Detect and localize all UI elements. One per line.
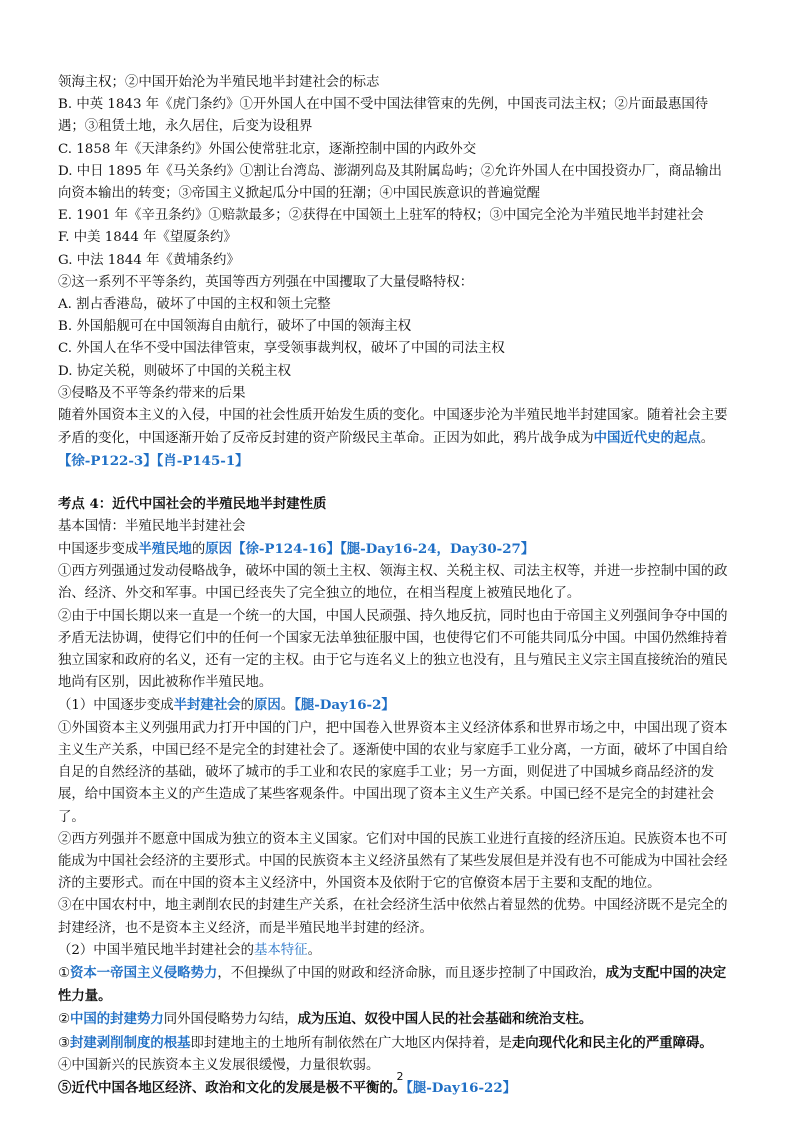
text-run: 。 [280, 698, 295, 714]
highlighted-text: 【腿-Day16-22】 [406, 1079, 517, 1096]
text-run: ④中国新兴的民族资本主义发展很缓慢，力量很软弱。 [58, 1057, 380, 1073]
page-number: 2 [396, 1070, 404, 1083]
text-paragraph [58, 829, 734, 896]
text-run: ②由于中国长期以来一直是一个统一的大国，中国人民顽强、持久地反抗，同时也由于帝国主义列强间争夺中国的矛盾无法协调，使得它们中的任何一个国家无法单独征服中国，也使得它们不可能共同瓜分中国。中国仍然维持着独立国家和政府的名义，还有一定的主权。由于它与连名义上的独立也没有，且与殖民主义宗主国直接统治的殖民地尚有区别，因此被称作半殖民地。 [58, 608, 728, 691]
text-run: ③ [58, 1035, 71, 1051]
text-paragraph [58, 161, 734, 205]
text-run: 。 [700, 431, 715, 447]
text-run: A. 割占香港岛，破坏了中国的主权和领土完整 [58, 297, 331, 313]
highlighted-text: 半封建社会 [173, 697, 241, 714]
text-paragraph [58, 1008, 734, 1031]
text-paragraph [58, 205, 734, 227]
text-run: （1）中国逐步变成 [58, 698, 174, 714]
text-paragraph [58, 940, 734, 962]
text-run: 同外国侵略势力勾结， [163, 1012, 298, 1028]
text-paragraph [58, 294, 734, 316]
text-paragraph [58, 516, 734, 538]
text-run: C. 1858 年《天津条约》外国公使常驻北京，逐渐控制中国的内政外交 [58, 141, 477, 157]
text-run: 随着外国资本主义的入侵，中国的社会性质开始发生质的变化。中国逐步沦为半殖民地半封建国家。随着社会主要矛盾的变化，中国逐渐开始了反帝反封建的资产阶级民主革命。正因为如此，鸦片战争成为 [58, 408, 728, 447]
text-run: 的 [191, 542, 206, 558]
text-run: B. 外国船舰可在中国领海自由航行，破坏了中国的领海主权 [58, 319, 412, 335]
text-paragraph [58, 94, 734, 138]
highlighted-text: 【徐-P124-16】【腿-Day16-24，Day30-27】 [232, 541, 535, 558]
highlighted-text: 资本一帝国主义侵略势力 [70, 964, 218, 981]
text-paragraph [58, 72, 734, 94]
text-run: E. 1901 年《辛丑条约》①赔款最多；②获得在中国领土上驻军的特权；③中国完全沦为半殖民地半封建社会 [58, 208, 704, 224]
text-paragraph [58, 895, 734, 939]
text-paragraph [58, 250, 734, 272]
text-run: D. 协定关税，则破坏了中国的关税主权 [58, 363, 292, 379]
paragraph-gap [58, 474, 734, 493]
text-paragraph [58, 316, 734, 338]
text-paragraph [58, 139, 734, 161]
highlighted-text: 走向现代化和民主化的严重障碍。 [511, 1034, 713, 1051]
text-run: 的 [240, 698, 254, 714]
text-run: ③在中国农村中，地主剥削农民的封建生产关系，在社会经济生活中依然占着显然的优势。中国经济既不是完全的封建经济，也不是资本主义经济，而是半殖民地半封建的经济。 [58, 898, 728, 936]
highlighted-text: 【徐-P122-3】【肖-P145-1】 [58, 453, 249, 470]
highlighted-text: 成为压迫、奴役中国人民的社会基础和统治支柱。 [297, 1011, 593, 1028]
highlighted-text: 【腿-Day16-2】 [294, 697, 395, 714]
text-run: 领海主权；②中国开始沦为半殖民地半封建社会的标志 [58, 75, 380, 90]
text-paragraph [58, 1032, 734, 1055]
text-paragraph [58, 272, 734, 294]
text-run: ②西方列强并不愿意中国成为独立的资本主义国家。它们对中国的民族工业进行直接的经济压迫。民族资本也不可能成为中国社会经济的主要形式。中国的民族资本主义经济虽然有了某些发展但是并没有也不可能成为中国社会经济的主要形式。而在中国的资本主义经济中，外国资本及依附于它的官僚资本居于主要和支配的地位。 [58, 831, 728, 892]
text-paragraph [58, 405, 734, 474]
text-run: B. 中英 1843 年《虎门条约》①开外国人在中国不受中国法律管束的先例，中国丧司法主权；②片面最惠国待遇；③租赁土地，永久居住，后变为设租界 [58, 97, 709, 135]
text-run: （2）中国半殖民地半封建社会的 [58, 942, 254, 958]
text-run: ② [58, 1012, 71, 1028]
text-run: ① [58, 965, 71, 981]
page-content [58, 72, 734, 1100]
text-run: ③侵略及不平等条约带来的后果 [58, 385, 246, 401]
highlighted-text: 基本特征 [254, 942, 308, 958]
text-run: C. 外国人在华不受中国法律管束，享受领事裁判权，破坏了中国的司法主权 [58, 341, 505, 357]
text-paragraph [58, 493, 734, 516]
text-paragraph [58, 383, 734, 405]
text-run: ①外国资本主义列强用武力打开中国的门户，把中国卷入世界资本主义经济体系和世界市场之中，中国出现了资本主义生产关系，中国已经不是完全的封建社会了。逐渐使中国的农业与家庭手工业分离，一方面，破坏了中国自给自足的自然经济的基础，破坏了城市的手工业和农民的家庭手工业；另一方面，则促进了中国城乡商品经济的发展，给中国资本主义的产生造成了某些客观条件。中国出现了资本主义生产关系。中国已经不是完全的封建社会了。 [58, 720, 728, 825]
highlighted-text: 原因 [205, 541, 233, 558]
text-run: 即封建地主的土地所有制依然在广大地区内保持着，是 [190, 1035, 512, 1051]
highlighted-text: 中国近代史的起点 [593, 430, 701, 447]
text-run: 中国逐步变成 [58, 542, 139, 558]
highlighted-text: ⑤近代中国各地区经济、政治和文化的发展是极不平衡的。 [58, 1079, 407, 1096]
text-run: 。 [307, 942, 321, 958]
text-run: 基本国情：半殖民地半封建社会 [58, 518, 246, 534]
highlighted-text: 半殖民地 [138, 541, 192, 558]
text-paragraph [58, 227, 734, 249]
text-paragraph [58, 962, 734, 1008]
highlighted-text: 原因 [254, 697, 281, 714]
highlighted-text: 封建剥削制度的根基 [70, 1034, 191, 1051]
text-run: G. 中法 1844 年《黄埔条约》 [58, 252, 240, 268]
text-paragraph [58, 561, 734, 605]
text-run: ①西方列强通过发动侵略战争，破坏中国的领土主权、领海主权、关税主权、司法主权等，并进一步控制中国的政治、经济、外交和军事。中国已经丧失了完全独立的地位，在相当程度上被殖民地化了。 [58, 564, 728, 602]
text-run: ②这一系列不平等条约，英国等西方列强在中国攫取了大量侵略特权： [58, 274, 474, 290]
text-paragraph [58, 606, 734, 695]
text-paragraph [58, 538, 734, 561]
text-run: ，不但操纵了中国的财政和经济命脉，而且逐步控制了中国政治， [217, 965, 606, 981]
text-paragraph [58, 718, 734, 829]
text-run: F. 中美 1844 年《望厦条约》 [58, 230, 237, 246]
highlighted-text: 中国的封建势力 [70, 1011, 164, 1028]
text-paragraph [58, 361, 734, 383]
highlighted-text: 成为支配中国的决定性力量。 [58, 964, 727, 1005]
text-run: D. 中日 1895 年《马关条约》①割让台湾岛、澎湖列岛及其附属岛屿；②允许外国人在中国投资办厂，商品输出向资本输出的转变；③帝国主义掀起瓜分中国的狂潮；④中国民族意识的普遍觉醒 [58, 163, 722, 202]
text-paragraph [58, 694, 734, 717]
text-paragraph [58, 338, 734, 360]
highlighted-text: 考点 4：近代中国社会的半殖民地半封建性质 [58, 495, 327, 512]
